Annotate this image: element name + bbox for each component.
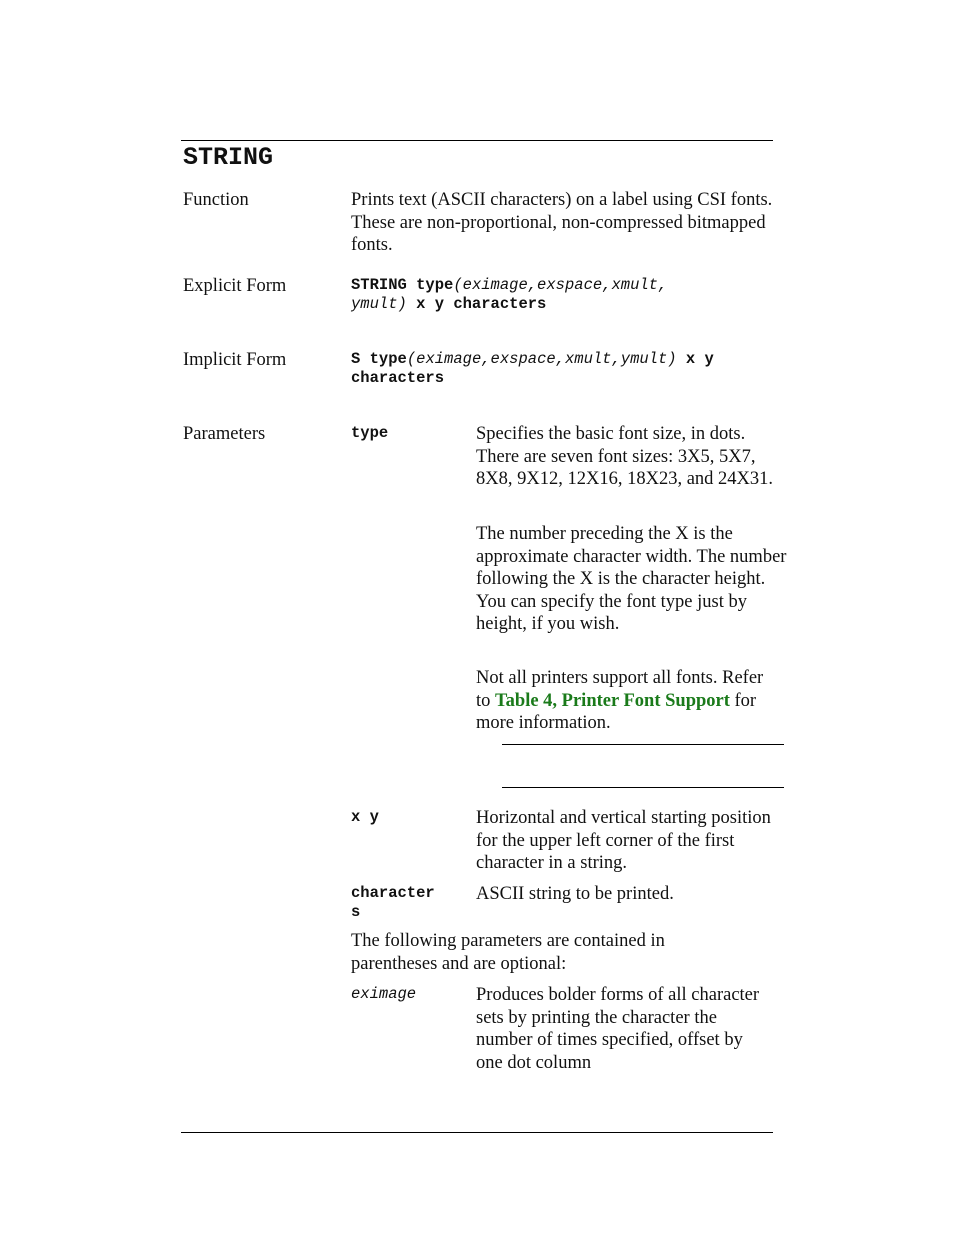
optional-params-intro: The following parameters are contained in parentheses and are optional: <box>351 931 665 974</box>
implicit-form-label: Implicit Form <box>183 350 287 370</box>
top-rule <box>181 140 773 141</box>
parameters-label: Parameters <box>183 424 266 444</box>
param-characters-name <box>351 884 435 922</box>
function-text: Prints text (ASCII characters) on a label using CSI fonts. These are non-proportional, non-compressed bitmapped fonts. <box>351 190 773 256</box>
implicit-type: type <box>369 350 407 368</box>
explicit-tail: x y characters <box>416 295 547 313</box>
implicit-form-syntax <box>351 350 791 388</box>
explicit-form-syntax <box>351 276 771 314</box>
param-eximage-desc: Produces bolder forms of all character sets by printing the character the number of times specified, offset by one dot column <box>476 985 760 1073</box>
explicit-keyword: STRING <box>351 276 407 294</box>
param-type-name: type <box>351 424 389 442</box>
param-eximage-name: eximage <box>351 985 417 1003</box>
param-type-desc-3 <box>476 667 776 735</box>
note-rule-top <box>502 744 784 745</box>
explicit-args2: ymult) <box>351 295 407 313</box>
characters-name-line1: character <box>351 884 435 902</box>
page-title: STRING <box>183 143 274 172</box>
function-label: Function <box>183 190 249 210</box>
param-type-desc-2: The number preceding the X is the approximate character width. The number following the X is the character height. You can specify the font type just by height, if you wish. <box>476 524 787 635</box>
note-rule-bottom <box>502 787 784 788</box>
explicit-args1: (eximage,exspace,xmult, <box>453 276 668 294</box>
param-characters-desc: ASCII string to be printed. <box>476 884 674 904</box>
explicit-form-label: Explicit Form <box>183 276 287 296</box>
implicit-keyword: S <box>351 350 361 368</box>
implicit-args: (eximage,exspace,xmult,ymult) <box>406 350 677 368</box>
bottom-rule <box>181 1132 773 1133</box>
param-type-desc-1: Specifies the basic font size, in dots. There are seven font sizes: 3X5, 5X7, 8X8, 9X12, 12X16, 18X23, and 24X31. <box>476 424 774 490</box>
param-xy-desc: Horizontal and vertical starting position for the upper left corner of the first character in a string. <box>476 808 771 874</box>
param-xy-name: x y <box>351 808 379 826</box>
type-desc3-pre: Not all printers support all fonts. Refer to <box>476 668 764 711</box>
implicit-tail2: characters <box>351 369 445 387</box>
table-4-link[interactable]: Table 4, Printer Font Support <box>495 690 730 711</box>
type-desc3-post: for more information. <box>476 690 757 734</box>
implicit-tail1: x y <box>685 350 714 368</box>
explicit-type: type <box>416 276 454 294</box>
characters-name-line2: s <box>351 903 361 921</box>
